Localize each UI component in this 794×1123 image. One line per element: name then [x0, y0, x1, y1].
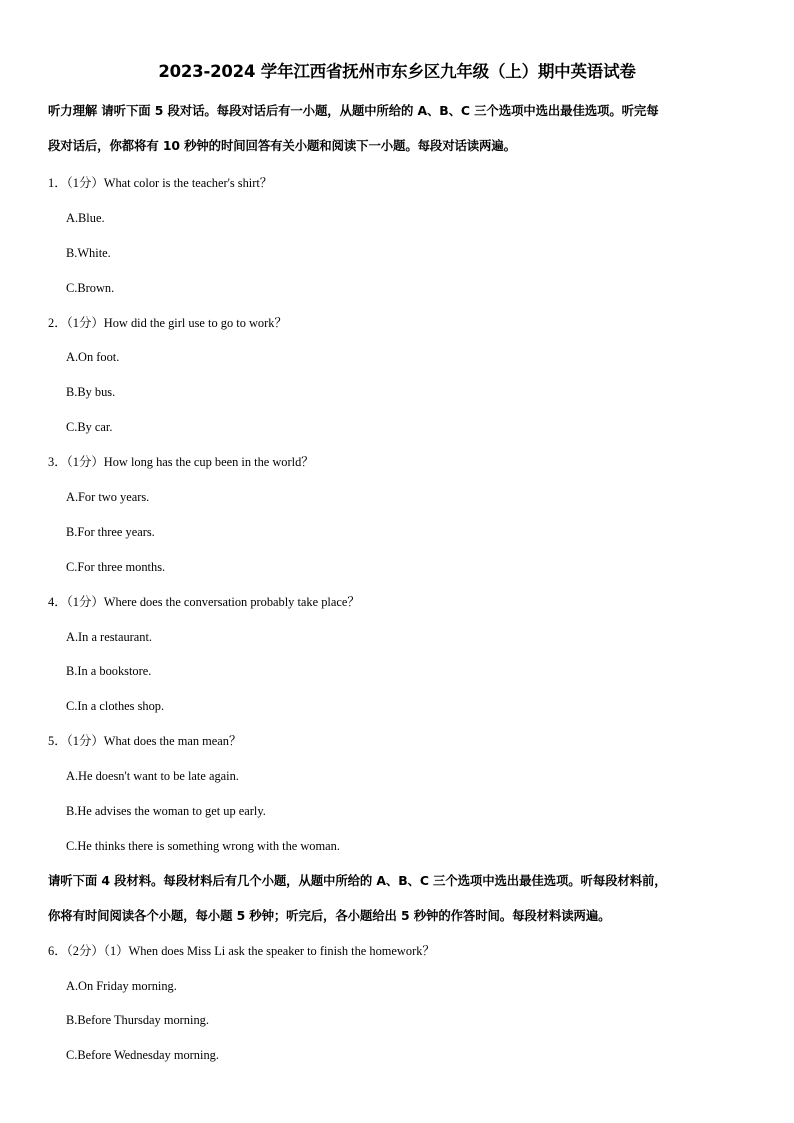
- listening-instructions-1: [48, 93, 754, 163]
- question-4-option-c: C.In a clothes shop.: [66, 699, 165, 713]
- question-3-option-a: A.For two years.: [66, 490, 150, 504]
- question-3-stem: 3．（1分）How long has the cup been in the world？: [48, 455, 314, 469]
- question-4-stem: 4．（1分）Where does the conversation probably take place？: [48, 595, 360, 609]
- question-6-stem: 6．（2分）（1）When does Miss Li ask the speaker to finish the homework？: [48, 944, 435, 958]
- question-4-option-a: A.In a restaurant.: [66, 630, 153, 644]
- question-5-option-a: A.He doesn't want to be late again.: [66, 769, 239, 783]
- question-2-option-a: A.On foot.: [66, 350, 120, 364]
- question-2-option-b: B.By bus.: [66, 385, 116, 399]
- instruction-line: 你将有时间阅读各个小题，每小题 5 秒钟；听完后，各小题给出 5 秒钟的作答时间。每段材料读两遍。: [48, 908, 611, 923]
- instruction-line: 听力理解 请听下面 5 段对话。每段对话后有一小题，从题中所给的 A、B、C 三个选项中选出最佳选项。听完每: [48, 103, 659, 118]
- question-3-option-c: C.For three months.: [66, 560, 166, 574]
- instruction-line: 段对话后，你都将有 10 秒钟的时间回答有关小题和阅读下一小题。每段对话读两遍。: [48, 138, 516, 153]
- question-1-option-a: A.Blue.: [66, 211, 105, 225]
- question-1-option-c: C.Brown.: [66, 281, 115, 295]
- question-1-option-b: B.White.: [66, 246, 111, 260]
- question-6-option-c: C.Before Wednesday morning.: [66, 1048, 219, 1062]
- listening-instructions-2: [48, 863, 754, 933]
- question-6-option-b: B.Before Thursday morning.: [66, 1013, 209, 1027]
- question-5-option-b: B.He advises the woman to get up early.: [66, 804, 266, 818]
- question-6-option-a: A.On Friday morning.: [66, 979, 177, 993]
- question-5-option-c: C.He thinks there is something wrong with the woman.: [66, 839, 340, 853]
- question-1-stem: 1．（1分）What color is the teacher's shirt？: [48, 176, 273, 190]
- question-4-option-b: B.In a bookstore.: [66, 664, 152, 678]
- instruction-line: 请听下面 4 段材料。每段材料后有几个小题，从题中所给的 A、B、C 三个选项中选出最佳选项。听每段材料前，: [48, 873, 667, 888]
- question-5-stem: 5．（1分）What does the man mean？: [48, 734, 242, 748]
- question-3-option-b: B.For three years.: [66, 525, 155, 539]
- question-2-stem: 2．（1分）How did the girl use to go to work？: [48, 316, 287, 330]
- page-title: 2023-2024 学年江西省抚州市东乡区九年级（上）期中英语试卷: [158, 62, 636, 81]
- question-2-option-c: C.By car.: [66, 420, 113, 434]
